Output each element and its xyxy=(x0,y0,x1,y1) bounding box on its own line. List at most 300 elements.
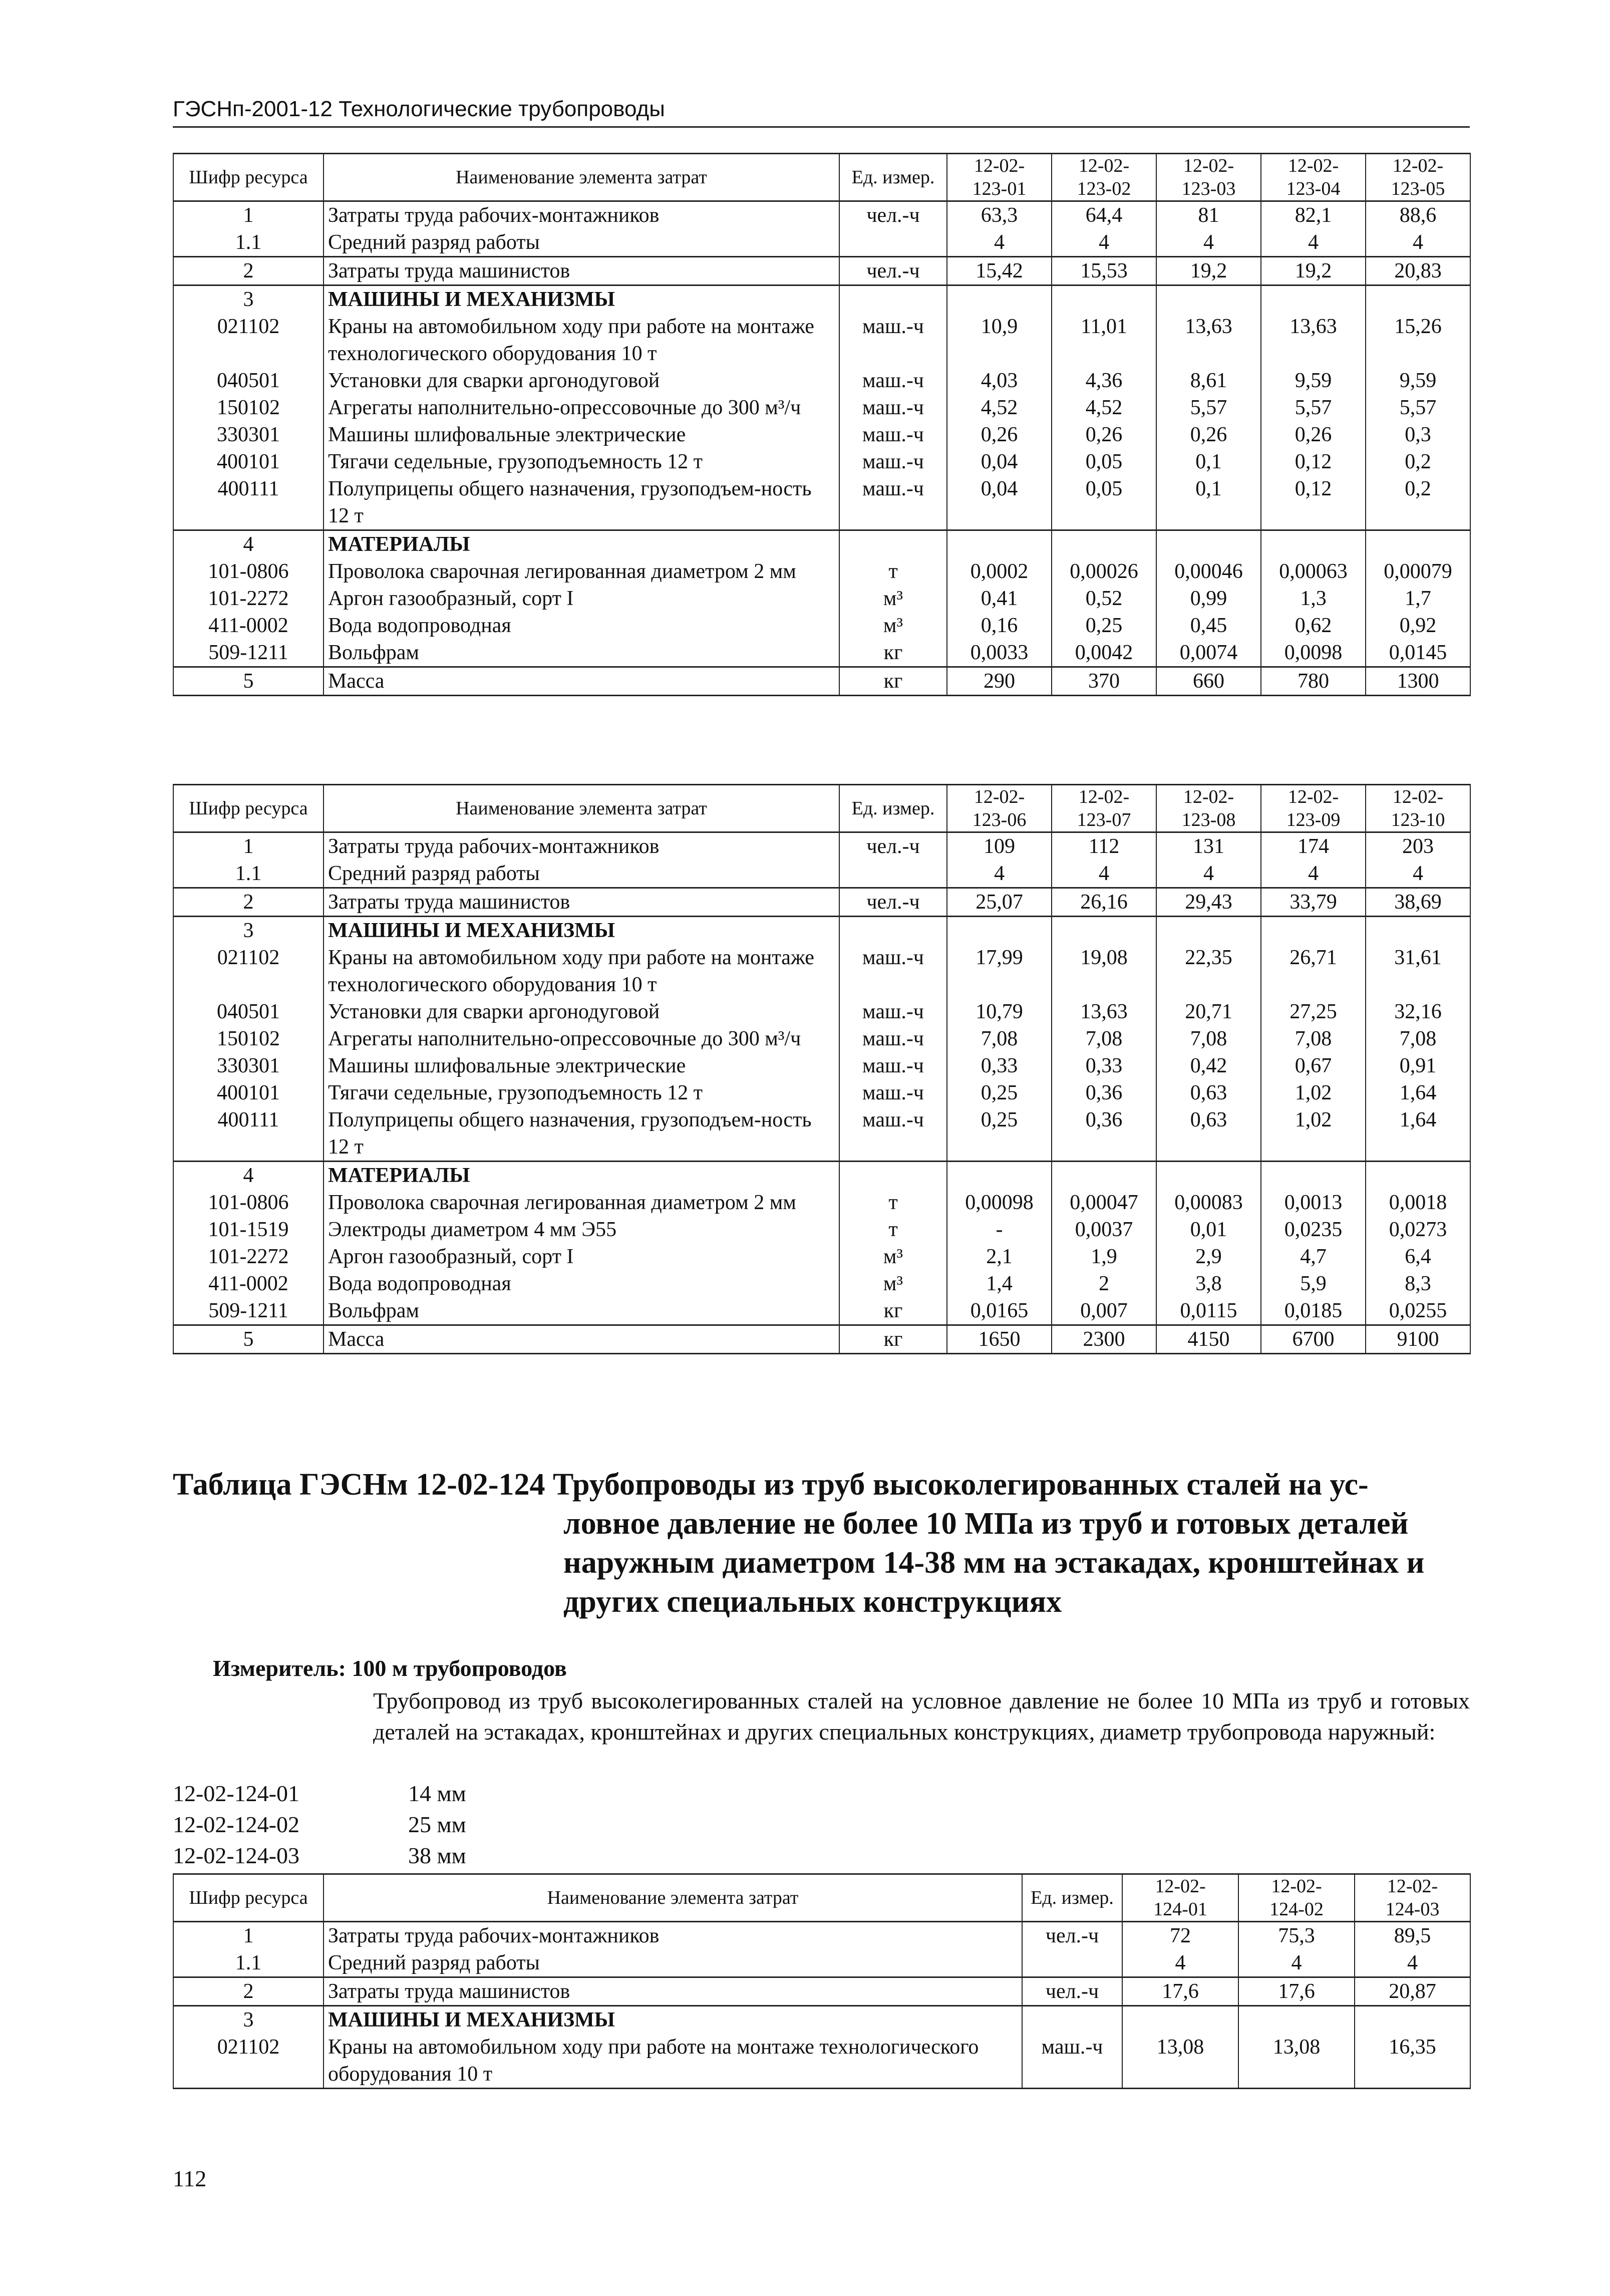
cost-value: 0,00063 xyxy=(1261,558,1366,585)
cost-element-name: Полуприцепы общего назначения, грузоподъем-ность 12 т xyxy=(324,475,839,530)
cost-value: 4,36 xyxy=(1052,367,1156,394)
unit-of-measure: маш.-ч xyxy=(839,394,947,421)
table-row xyxy=(173,1243,1470,1270)
cost-value: 4,52 xyxy=(947,394,1052,421)
table-row xyxy=(173,1270,1470,1297)
cost-value: 13,08 xyxy=(1122,2034,1238,2089)
cost-value: 0,92 xyxy=(1366,612,1470,639)
cost-value: 0,62 xyxy=(1261,612,1366,639)
cost-value: 4 xyxy=(1261,860,1366,888)
col-header-variant: 12-02- 123-03 xyxy=(1156,154,1261,201)
cost-value: 17,6 xyxy=(1238,1977,1355,2006)
cost-value: 7,08 xyxy=(1366,1025,1470,1052)
cost-value: 0,0013 xyxy=(1261,1189,1366,1216)
cost-value: 0,41 xyxy=(947,585,1052,612)
resource-code: 1 xyxy=(173,832,324,860)
table-row xyxy=(173,1162,1470,1190)
cost-value: 7,08 xyxy=(1052,1025,1156,1052)
table-title: Таблица ГЭСНм 12-02-124 Трубопроводы из труб высоколегированных сталей на ус- ловное давление не более 10 МПа из труб и готовых деталей наружным диаметром 14-38 мм на эстакадах, кронштейнах и других специальных конструкциях xyxy=(173,1468,1425,1619)
cost-value: 0,01 xyxy=(1156,1216,1261,1243)
unit-of-measure xyxy=(839,917,947,945)
cost-value xyxy=(1156,285,1261,314)
table-row xyxy=(173,394,1470,421)
cost-value: 203 xyxy=(1366,832,1470,860)
cost-value: 0,00079 xyxy=(1366,558,1470,585)
cost-element-name: Средний разряд работы xyxy=(324,1949,1022,1977)
resource-code: 2 xyxy=(173,1977,324,2006)
unit-of-measure: м³ xyxy=(839,585,947,612)
unit-of-measure: маш.-ч xyxy=(839,475,947,530)
unit-of-measure: кг xyxy=(839,1325,947,1354)
cost-value: 0,0115 xyxy=(1156,1297,1261,1325)
cost-value: 4,7 xyxy=(1261,1243,1366,1270)
cost-value: 174 xyxy=(1261,832,1366,860)
cost-value: 9,59 xyxy=(1261,367,1366,394)
cost-value: 4 xyxy=(1238,1949,1355,1977)
cost-value: 17,6 xyxy=(1122,1977,1238,2006)
cost-value: 112 xyxy=(1052,832,1156,860)
cost-value: 1650 xyxy=(947,1325,1052,1354)
cost-value: 81 xyxy=(1156,201,1261,229)
cost-value: 4 xyxy=(1122,1949,1238,1977)
cost-value: 0,2 xyxy=(1366,448,1470,475)
cost-value: 19,2 xyxy=(1261,257,1366,285)
cost-value xyxy=(1261,1162,1366,1190)
cost-value xyxy=(1052,917,1156,945)
resource-code: 040501 xyxy=(173,998,324,1025)
cost-value: 7,08 xyxy=(947,1025,1052,1052)
cost-value: 0,26 xyxy=(947,421,1052,448)
cost-value: 0,04 xyxy=(947,448,1052,475)
cost-value xyxy=(1261,530,1366,558)
cost-value xyxy=(1366,917,1470,945)
cost-value: 0,0002 xyxy=(947,558,1052,585)
cost-value: 64,4 xyxy=(1052,201,1156,229)
cost-value: 0,12 xyxy=(1261,475,1366,530)
cost-value: 0,25 xyxy=(1052,612,1156,639)
list-item: 12-02-124-01 14 мм xyxy=(173,1781,466,1806)
col-header-variant: 12-02- 123-07 xyxy=(1052,785,1156,832)
unit-of-measure xyxy=(839,530,947,558)
unit-of-measure: м³ xyxy=(839,1243,947,1270)
cost-value: 0,91 xyxy=(1366,1052,1470,1079)
cost-value xyxy=(947,1162,1052,1190)
cost-value: 0,0074 xyxy=(1156,639,1261,667)
table-row xyxy=(173,448,1470,475)
cost-value xyxy=(1366,1162,1470,1190)
col-header-unit: Ед. измер. xyxy=(1022,1874,1122,1922)
cost-element-name: Тягачи седельные, грузоподъемность 12 т xyxy=(324,448,839,475)
cost-value: 4,03 xyxy=(947,367,1052,394)
cost-element-name: Краны на автомобильном ходу при работе на монтаже технологического оборудования 10 т xyxy=(324,944,839,998)
cost-value: 26,16 xyxy=(1052,888,1156,917)
resource-code: 400101 xyxy=(173,448,324,475)
cost-value xyxy=(1156,530,1261,558)
table-row xyxy=(173,639,1470,667)
table-header-row xyxy=(173,785,1470,832)
unit-of-measure: маш.-ч xyxy=(839,1106,947,1162)
col-header-unit: Ед. измер. xyxy=(839,785,947,832)
resource-code: 101-0806 xyxy=(173,558,324,585)
cost-value: 5,57 xyxy=(1156,394,1261,421)
unit-of-measure: маш.-ч xyxy=(839,421,947,448)
unit-of-measure: чел.-ч xyxy=(839,257,947,285)
cost-value: 1300 xyxy=(1366,667,1470,696)
cost-value: 2,9 xyxy=(1156,1243,1261,1270)
table-row xyxy=(173,1216,1470,1243)
table-row xyxy=(173,367,1470,394)
cost-element-name: Масса xyxy=(324,667,839,696)
cost-value: 0,52 xyxy=(1052,585,1156,612)
resource-code: 400111 xyxy=(173,475,324,530)
cost-value xyxy=(1261,917,1366,945)
col-header-variant: 12-02- 123-09 xyxy=(1261,785,1366,832)
cost-value: 19,08 xyxy=(1052,944,1156,998)
resource-code: 3 xyxy=(173,285,324,314)
cost-value: 13,63 xyxy=(1156,313,1261,367)
cost-value: 20,71 xyxy=(1156,998,1261,1025)
cost-value xyxy=(947,530,1052,558)
unit-of-measure: кг xyxy=(839,639,947,667)
cost-value: 131 xyxy=(1156,832,1261,860)
cost-value: 0,25 xyxy=(947,1079,1052,1106)
cost-value: 9,59 xyxy=(1366,367,1470,394)
cost-value xyxy=(1238,2006,1355,2034)
resource-code: 2 xyxy=(173,888,324,917)
cost-value: 0,0042 xyxy=(1052,639,1156,667)
cost-value: 4 xyxy=(1355,1949,1470,1977)
table-row xyxy=(173,1297,1470,1325)
cost-value: 0,00083 xyxy=(1156,1189,1261,1216)
cost-value: 20,83 xyxy=(1366,257,1470,285)
resource-code: 150102 xyxy=(173,1025,324,1052)
table-row xyxy=(173,1052,1470,1079)
cost-value xyxy=(1156,917,1261,945)
cost-value: 27,25 xyxy=(1261,998,1366,1025)
work-description: Трубопровод из труб высоколегированных сталей на условное давление не более 10 МПа из труб и готовых деталей на эстакадах, кронштейнах и других специальных конструкциях, диаметр трубопровода наружный: xyxy=(373,1688,1470,1745)
cost-value: 1,4 xyxy=(947,1270,1052,1297)
cost-value xyxy=(1052,285,1156,314)
cost-value: 15,42 xyxy=(947,257,1052,285)
cost-value: 0,1 xyxy=(1156,475,1261,530)
cost-value: 31,61 xyxy=(1366,944,1470,998)
cost-value: 4 xyxy=(1366,860,1470,888)
cost-element-name: Затраты труда рабочих-монтажников xyxy=(324,201,839,229)
unit-of-measure: маш.-ч xyxy=(839,998,947,1025)
cost-table-123-01-05 xyxy=(173,153,1471,696)
table-row xyxy=(173,1106,1470,1162)
cost-value: 0,63 xyxy=(1156,1079,1261,1106)
unit-of-measure xyxy=(839,860,947,888)
cost-value: 29,43 xyxy=(1156,888,1261,917)
col-header-unit: Ед. измер. xyxy=(839,154,947,201)
cost-value: 0,00098 xyxy=(947,1189,1052,1216)
resource-code: 411-0002 xyxy=(173,612,324,639)
cost-value: 1,64 xyxy=(1366,1079,1470,1106)
col-header-variant: 12-02- 123-06 xyxy=(947,785,1052,832)
cost-value: 10,79 xyxy=(947,998,1052,1025)
col-header-variant: 12-02- 124-02 xyxy=(1238,1874,1355,1922)
meter-label: Измеритель: xyxy=(213,1655,346,1681)
cost-value: 4 xyxy=(1052,860,1156,888)
unit-of-measure xyxy=(839,1162,947,1190)
cost-value: 4 xyxy=(1156,860,1261,888)
table-row xyxy=(173,313,1470,367)
cost-value: 10,9 xyxy=(947,313,1052,367)
table-row xyxy=(173,475,1470,530)
cost-element-name: Проволока сварочная легированная диаметром 2 мм xyxy=(324,558,839,585)
cost-value: 13,08 xyxy=(1238,2034,1355,2089)
cost-value: 7,08 xyxy=(1261,1025,1366,1052)
cost-value: 0,0255 xyxy=(1366,1297,1470,1325)
table-row xyxy=(173,888,1470,917)
cost-value: 4,52 xyxy=(1052,394,1156,421)
cost-value: 7,08 xyxy=(1156,1025,1261,1052)
cost-value: 8,61 xyxy=(1156,367,1261,394)
cost-element-name: Проволока сварочная легированная диаметром 2 мм xyxy=(324,1189,839,1216)
cost-element-name: Машины шлифовальные электрические xyxy=(324,421,839,448)
unit-of-measure: м³ xyxy=(839,1270,947,1297)
meter-line xyxy=(213,1653,1470,1684)
cost-value: 0,05 xyxy=(1052,448,1156,475)
cost-value xyxy=(1156,1162,1261,1190)
col-header-name: Наименование элемента затрат xyxy=(324,785,839,832)
unit-of-measure: маш.-ч xyxy=(839,313,947,367)
table-row xyxy=(173,998,1470,1025)
cost-value: 4 xyxy=(1156,229,1261,257)
cost-value: 2,1 xyxy=(947,1243,1052,1270)
table-row xyxy=(173,585,1470,612)
cost-value: 5,57 xyxy=(1261,394,1366,421)
cost-table-123-06-10 xyxy=(173,784,1471,1354)
resource-code: 4 xyxy=(173,530,324,558)
cost-value: 13,63 xyxy=(1052,998,1156,1025)
cost-value: 0,26 xyxy=(1261,421,1366,448)
resource-code: 021102 xyxy=(173,2034,324,2089)
resource-code: 101-1519 xyxy=(173,1216,324,1243)
cost-element-name: Вода водопроводная xyxy=(324,1270,839,1297)
cost-value xyxy=(1366,285,1470,314)
table-row xyxy=(173,612,1470,639)
cost-element-name: Аргон газообразный, сорт I xyxy=(324,585,839,612)
resource-code: 4 xyxy=(173,1162,324,1190)
cost-element-name: МАШИНЫ И МЕХАНИЗМЫ xyxy=(324,917,839,945)
cost-value: 0,04 xyxy=(947,475,1052,530)
cost-value: 89,5 xyxy=(1355,1922,1470,1950)
table-row xyxy=(173,285,1470,314)
cost-value xyxy=(1261,285,1366,314)
cost-value: 38,69 xyxy=(1366,888,1470,917)
resource-code: 1 xyxy=(173,201,324,229)
cost-value: 0,99 xyxy=(1156,585,1261,612)
cost-value: 0,007 xyxy=(1052,1297,1156,1325)
cost-value: 0,45 xyxy=(1156,612,1261,639)
unit-of-measure: т xyxy=(839,1216,947,1243)
unit-of-measure: маш.-ч xyxy=(839,1025,947,1052)
cost-value xyxy=(1052,530,1156,558)
unit-of-measure: м³ xyxy=(839,612,947,639)
cost-value: 4 xyxy=(1261,229,1366,257)
cost-value: 0,26 xyxy=(1052,421,1156,448)
resource-code: 1.1 xyxy=(173,1949,324,1977)
page-number: 112 xyxy=(173,2166,207,2191)
table-row xyxy=(173,558,1470,585)
table-row xyxy=(173,1189,1470,1216)
cost-value: 1,9 xyxy=(1052,1243,1156,1270)
cost-element-name: Средний разряд работы xyxy=(324,229,839,257)
cost-element-name: Затраты труда рабочих-монтажников xyxy=(324,832,839,860)
cost-value: - xyxy=(947,1216,1052,1243)
unit-of-measure: чел.-ч xyxy=(839,201,947,229)
cost-value: 1,64 xyxy=(1366,1106,1470,1162)
cost-value: 780 xyxy=(1261,667,1366,696)
cost-value: 20,87 xyxy=(1355,1977,1470,2006)
cost-value: 0,05 xyxy=(1052,475,1156,530)
cost-value: 17,99 xyxy=(947,944,1052,998)
cost-element-name: МАТЕРИАЛЫ xyxy=(324,1162,839,1190)
unit-of-measure: маш.-ч xyxy=(839,1052,947,1079)
cost-value: 1,02 xyxy=(1261,1106,1366,1162)
cost-element-name: Аргон газообразный, сорт I xyxy=(324,1243,839,1270)
cost-value: 13,63 xyxy=(1261,313,1366,367)
cost-value: 660 xyxy=(1156,667,1261,696)
cost-element-name: Затраты труда машинистов xyxy=(324,257,839,285)
col-header-variant: 12-02- 124-03 xyxy=(1355,1874,1470,1922)
cost-value: 22,35 xyxy=(1156,944,1261,998)
cost-value: 2 xyxy=(1052,1270,1156,1297)
cost-value xyxy=(947,917,1052,945)
unit-of-measure: чел.-ч xyxy=(839,888,947,917)
resource-code: 400111 xyxy=(173,1106,324,1162)
cost-value: 0,1 xyxy=(1156,448,1261,475)
cost-value: 4 xyxy=(1366,229,1470,257)
col-header-name: Наименование элемента затрат xyxy=(324,1874,1022,1922)
unit-of-measure xyxy=(1022,1949,1122,1977)
cost-element-name: МАШИНЫ И МЕХАНИЗМЫ xyxy=(324,2006,1022,2034)
table-row xyxy=(173,944,1470,998)
cost-value: 0,0098 xyxy=(1261,639,1366,667)
unit-of-measure: кг xyxy=(839,1297,947,1325)
cost-value: 0,26 xyxy=(1156,421,1261,448)
unit-of-measure: т xyxy=(839,558,947,585)
table-row xyxy=(173,1025,1470,1052)
cost-element-name: Электроды диаметром 4 мм Э55 xyxy=(324,1216,839,1243)
resource-code: 040501 xyxy=(173,367,324,394)
cost-value: 0,00047 xyxy=(1052,1189,1156,1216)
cost-value: 26,71 xyxy=(1261,944,1366,998)
cost-element-name: Вольфрам xyxy=(324,639,839,667)
cost-value: 0,0185 xyxy=(1261,1297,1366,1325)
table-row xyxy=(173,530,1470,558)
resource-code: 101-2272 xyxy=(173,1243,324,1270)
cost-value: 2300 xyxy=(1052,1325,1156,1354)
cost-value: 0,36 xyxy=(1052,1106,1156,1162)
resource-code: 1 xyxy=(173,1922,324,1950)
cost-value: 3,8 xyxy=(1156,1270,1261,1297)
unit-of-measure xyxy=(1022,2006,1122,2034)
cost-value: 16,35 xyxy=(1355,2034,1470,2089)
cost-value: 4 xyxy=(947,229,1052,257)
cost-value: 15,53 xyxy=(1052,257,1156,285)
list-item: 12-02-124-02 25 мм xyxy=(173,1812,466,1837)
resource-code: 509-1211 xyxy=(173,1297,324,1325)
cost-element-name: МАТЕРИАЛЫ xyxy=(324,530,839,558)
resource-code: 3 xyxy=(173,2006,324,2034)
cost-value: 0,0145 xyxy=(1366,639,1470,667)
cost-value: 0,2 xyxy=(1366,475,1470,530)
table-row xyxy=(173,860,1470,888)
unit-of-measure: маш.-ч xyxy=(839,944,947,998)
cost-value xyxy=(1355,2006,1470,2034)
resource-code: 1.1 xyxy=(173,860,324,888)
cost-element-name: Средний разряд работы xyxy=(324,860,839,888)
cost-element-name: Краны на автомобильном ходу при работе на монтаже технологического оборудования 10 т xyxy=(324,2034,1022,2089)
resource-code: 021102 xyxy=(173,313,324,367)
cost-element-name: Масса xyxy=(324,1325,839,1354)
table-row xyxy=(173,667,1470,696)
unit-of-measure: чел.-ч xyxy=(1022,1977,1122,2006)
cost-value: 4 xyxy=(947,860,1052,888)
table-row xyxy=(173,1949,1470,1977)
unit-of-measure: чел.-ч xyxy=(1022,1922,1122,1950)
col-header-variant: 12-02- 123-01 xyxy=(947,154,1052,201)
cost-value: 63,3 xyxy=(947,201,1052,229)
cost-value: 0,0033 xyxy=(947,639,1052,667)
table-row xyxy=(173,1977,1470,2006)
resource-code: 101-2272 xyxy=(173,585,324,612)
unit-of-measure xyxy=(839,229,947,257)
col-header-variant: 12-02- 123-05 xyxy=(1366,154,1470,201)
col-header-code: Шифр ресурса xyxy=(173,1874,324,1922)
table-row xyxy=(173,2034,1470,2089)
cost-value: 0,36 xyxy=(1052,1079,1156,1106)
resource-code: 5 xyxy=(173,1325,324,1354)
cost-element-name: Агрегаты наполнительно-опрессовочные до 300 м³/ч xyxy=(324,394,839,421)
cost-value: 19,2 xyxy=(1156,257,1261,285)
table-row xyxy=(173,1079,1470,1106)
table-row xyxy=(173,1325,1470,1354)
resource-code: 1.1 xyxy=(173,229,324,257)
unit-of-measure: маш.-ч xyxy=(839,448,947,475)
cost-value: 0,16 xyxy=(947,612,1052,639)
col-header-variant: 12-02- 123-02 xyxy=(1052,154,1156,201)
cost-value: 290 xyxy=(947,667,1052,696)
cost-value: 72 xyxy=(1122,1922,1238,1950)
cost-value: 0,12 xyxy=(1261,448,1366,475)
col-header-variant: 12-02- 124-01 xyxy=(1122,1874,1238,1922)
resource-code: 400101 xyxy=(173,1079,324,1106)
cost-value: 1,7 xyxy=(1366,585,1470,612)
cost-value: 109 xyxy=(947,832,1052,860)
cost-value: 0,0018 xyxy=(1366,1189,1470,1216)
cost-value: 0,0165 xyxy=(947,1297,1052,1325)
cost-value: 25,07 xyxy=(947,888,1052,917)
unit-of-measure: чел.-ч xyxy=(839,832,947,860)
table-row xyxy=(173,421,1470,448)
cost-element-name: Затраты труда рабочих-монтажников xyxy=(324,1922,1022,1950)
resource-code: 330301 xyxy=(173,1052,324,1079)
variant-list xyxy=(173,1778,466,1871)
table-header-row xyxy=(173,154,1470,201)
resource-code: 411-0002 xyxy=(173,1270,324,1297)
cost-element-name: МАШИНЫ И МЕХАНИЗМЫ xyxy=(324,285,839,314)
cost-value: 0,42 xyxy=(1156,1052,1261,1079)
cost-value xyxy=(1122,2006,1238,2034)
col-header-variant: 12-02- 123-10 xyxy=(1366,785,1470,832)
resource-code: 2 xyxy=(173,257,324,285)
cost-value: 1,3 xyxy=(1261,585,1366,612)
cost-value: 75,3 xyxy=(1238,1922,1355,1950)
